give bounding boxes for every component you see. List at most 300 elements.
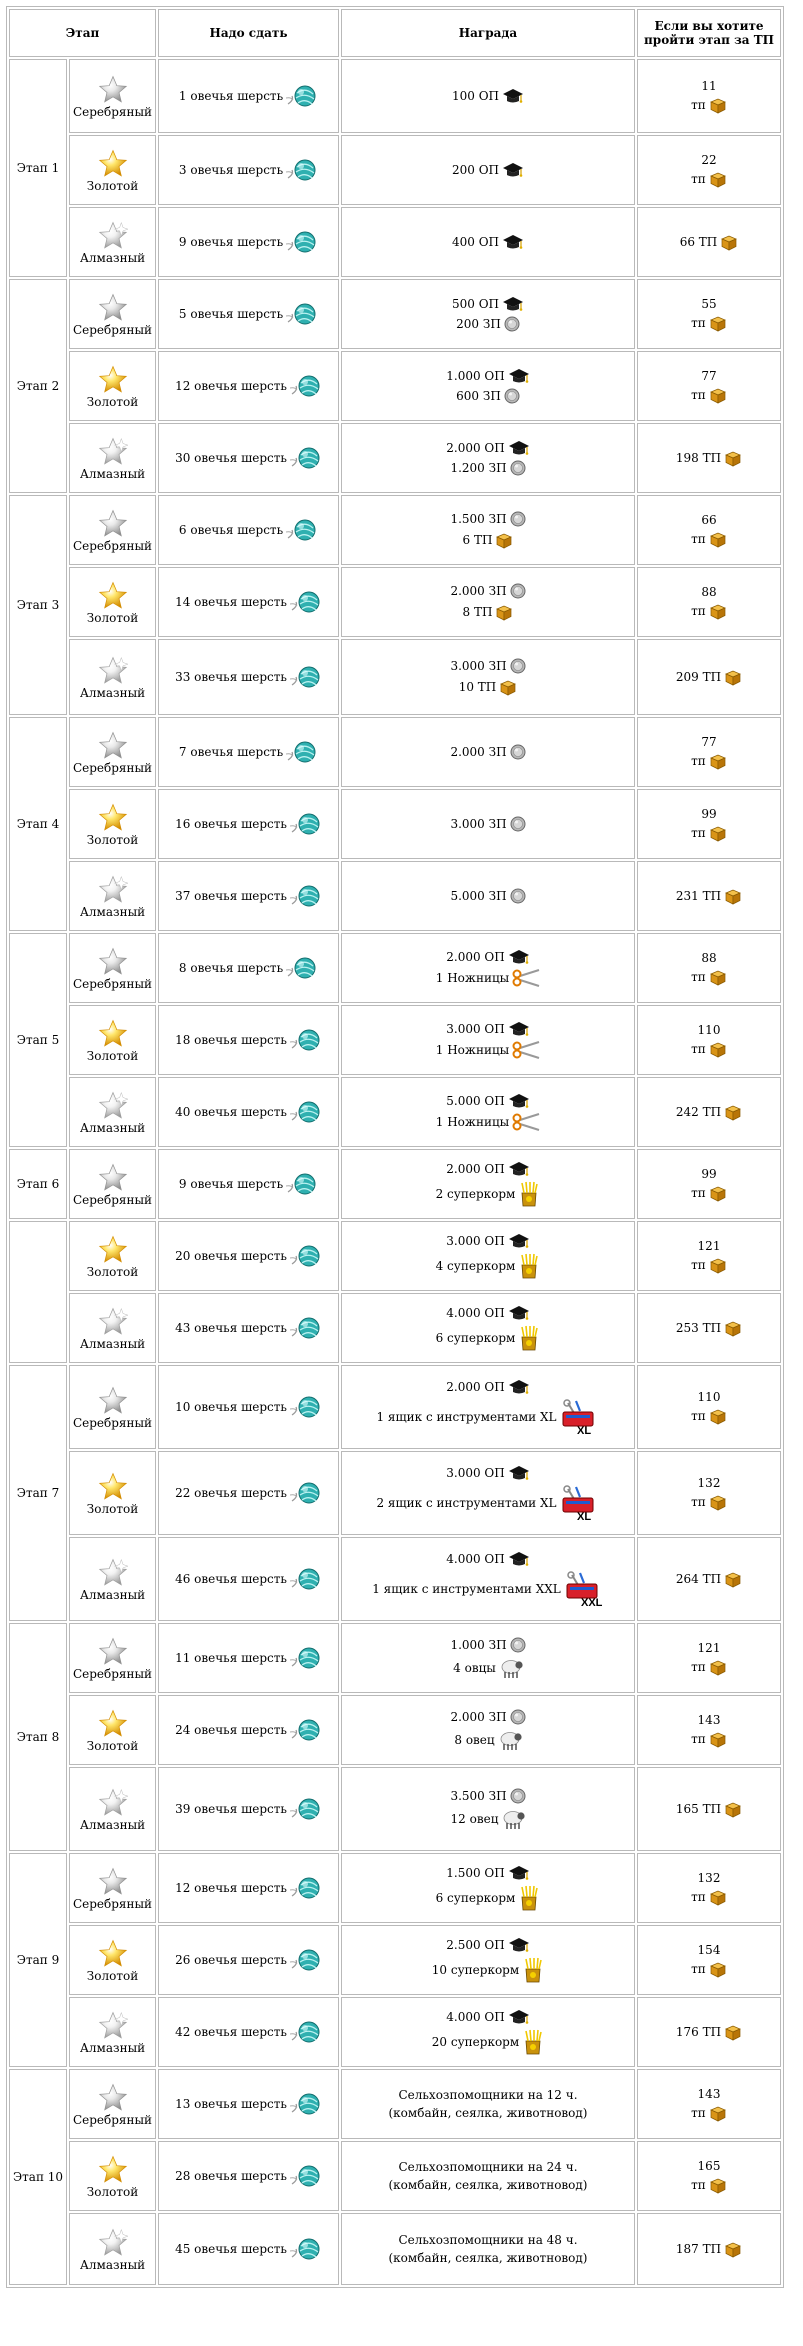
tp-value: 77 bbox=[701, 734, 717, 749]
requirement-cell bbox=[158, 933, 339, 1003]
diamond-star-icon bbox=[96, 1557, 130, 1587]
wool-icon bbox=[286, 518, 318, 542]
requirement-cell bbox=[158, 789, 339, 859]
tp-value: 209 ТП bbox=[675, 670, 722, 684]
cap-icon bbox=[502, 234, 524, 250]
requirement-cell bbox=[158, 1695, 339, 1765]
requirement-cell bbox=[158, 207, 339, 277]
reward-text: 8 ТП bbox=[462, 605, 493, 619]
requirement-text: 24 овечья шерсть bbox=[175, 1723, 287, 1737]
box-icon bbox=[709, 1256, 727, 1274]
tp-cost-cell bbox=[637, 1077, 781, 1147]
level-cell bbox=[69, 2069, 156, 2139]
cap-icon bbox=[502, 162, 524, 178]
tp-unit: тп bbox=[691, 1889, 706, 1904]
tp-value: 66 ТП bbox=[679, 235, 718, 249]
reward-text: 1 ящик с инструментами XL bbox=[376, 1410, 557, 1424]
tp-cost-cell bbox=[637, 1365, 781, 1449]
header-tp-cost: Если вы хотите пройти этап за ТП bbox=[637, 9, 781, 57]
wool-icon bbox=[290, 2020, 322, 2044]
reward-cell bbox=[341, 495, 635, 565]
tp-cost-cell bbox=[637, 933, 781, 1003]
wool-icon bbox=[286, 158, 318, 182]
level-cell bbox=[69, 567, 156, 637]
requirement-text: 9 овечья шерсть bbox=[178, 1177, 284, 1191]
level-label: Алмазный bbox=[79, 251, 146, 265]
reward-text: 5.000 ОП bbox=[446, 1094, 505, 1108]
reward-text: 200 ОП bbox=[451, 163, 500, 177]
table-row bbox=[9, 1623, 781, 1693]
box-icon bbox=[720, 233, 738, 251]
reward-text: 2.000 ОП bbox=[446, 1380, 505, 1394]
wool-icon bbox=[290, 2237, 322, 2261]
reward-text: 6 ТП bbox=[462, 533, 493, 547]
wool-icon bbox=[290, 1100, 322, 1124]
reward-text: 2.000 ОП bbox=[446, 1162, 505, 1176]
tp-unit: тп bbox=[691, 1041, 706, 1056]
level-cell bbox=[69, 1293, 156, 1363]
wool-icon bbox=[290, 446, 322, 470]
cap-icon bbox=[508, 1551, 530, 1567]
reward-cell bbox=[341, 1149, 635, 1219]
reward-cell bbox=[341, 1623, 635, 1693]
box-icon bbox=[709, 1960, 727, 1978]
reward-cell bbox=[341, 1077, 635, 1147]
tp-value: 187 ТП bbox=[675, 2242, 722, 2256]
reward-text: 2 суперкорм bbox=[435, 1187, 516, 1201]
diamond-star-icon bbox=[96, 436, 130, 466]
tp-value: 143 bbox=[697, 1712, 721, 1727]
tp-cost-cell bbox=[637, 1005, 781, 1075]
requirement-text: 37 овечья шерсть bbox=[175, 889, 287, 903]
level-cell bbox=[69, 639, 156, 715]
level-label: Золотой bbox=[86, 2185, 139, 2199]
wool-icon bbox=[290, 884, 322, 908]
reward-cell bbox=[341, 423, 635, 493]
gold-star-icon bbox=[96, 148, 130, 178]
requirement-text: 39 овечья шерсть bbox=[175, 1802, 287, 1816]
level-cell bbox=[69, 207, 156, 277]
box-icon bbox=[495, 603, 513, 621]
tp-cost-cell bbox=[637, 1695, 781, 1765]
coin-icon bbox=[504, 316, 520, 332]
reward-text: (комбайн, сеялка, животновод) bbox=[388, 2251, 588, 2265]
requirement-cell bbox=[158, 1149, 339, 1219]
gold-star-icon bbox=[96, 1018, 130, 1048]
level-cell bbox=[69, 1221, 156, 1291]
level-label: Золотой bbox=[86, 395, 139, 409]
reward-text: 4.000 ОП bbox=[446, 1552, 505, 1566]
level-label: Серебряный bbox=[72, 323, 153, 337]
table-row bbox=[9, 2213, 781, 2285]
silver-star-icon bbox=[96, 292, 130, 322]
level-label: Серебряный bbox=[72, 1897, 153, 1911]
wool-icon bbox=[290, 665, 322, 689]
silver-star-icon bbox=[96, 730, 130, 760]
tp-cost-cell bbox=[637, 2141, 781, 2211]
level-label: Алмазный bbox=[79, 1121, 146, 1135]
wool-icon bbox=[290, 2164, 322, 2188]
reward-text: 100 ОП bbox=[451, 89, 500, 103]
wool-icon bbox=[290, 1395, 322, 1419]
requirement-cell bbox=[158, 2213, 339, 2285]
requirement-cell bbox=[158, 1365, 339, 1449]
requirement-text: 6 овечья шерсть bbox=[178, 523, 284, 537]
requirement-text: 5 овечья шерсть bbox=[178, 307, 284, 321]
reward-text: 600 ЗП bbox=[456, 389, 501, 403]
tp-unit: тп bbox=[691, 2177, 706, 2192]
tp-value: 110 bbox=[697, 1389, 721, 1404]
table-row bbox=[9, 1853, 781, 1923]
silver-star-icon bbox=[96, 1385, 130, 1415]
diamond-star-icon bbox=[96, 874, 130, 904]
requirement-text: 10 овечья шерсть bbox=[175, 1400, 287, 1414]
level-cell bbox=[69, 1537, 156, 1621]
reward-text: 3.000 ОП bbox=[446, 1234, 505, 1248]
reward-text: 8 овец bbox=[454, 1733, 495, 1747]
wool-icon bbox=[286, 84, 318, 108]
feed-icon bbox=[522, 1957, 544, 1983]
table-row bbox=[9, 279, 781, 349]
wool-icon bbox=[290, 1718, 322, 1742]
box-icon bbox=[724, 449, 742, 467]
tp-cost-cell bbox=[637, 423, 781, 493]
toolbox-xl-icon bbox=[560, 1399, 600, 1435]
level-label: Серебряный bbox=[72, 2113, 153, 2127]
header-stage: Этап bbox=[9, 9, 156, 57]
reward-cell bbox=[341, 59, 635, 133]
requirement-cell bbox=[158, 59, 339, 133]
header-required: Надо сдать bbox=[158, 9, 339, 57]
tp-value: 231 ТП bbox=[675, 889, 722, 903]
requirement-cell bbox=[158, 279, 339, 349]
box-icon bbox=[724, 1319, 742, 1337]
level-cell bbox=[69, 861, 156, 931]
requirement-cell bbox=[158, 1537, 339, 1621]
tp-unit: тп bbox=[691, 97, 706, 112]
gold-star-icon bbox=[96, 1708, 130, 1738]
wool-icon bbox=[290, 1646, 322, 1670]
requirement-text: 43 овечья шерсть bbox=[175, 1321, 287, 1335]
level-label: Алмазный bbox=[79, 905, 146, 919]
gold-star-icon bbox=[96, 1471, 130, 1501]
reward-cell bbox=[341, 933, 635, 1003]
box-icon bbox=[709, 386, 727, 404]
reward-cell bbox=[341, 1853, 635, 1923]
reward-cell bbox=[341, 1925, 635, 1995]
tp-value: 11 bbox=[701, 78, 717, 93]
stage-label: Этап 8 bbox=[9, 1623, 67, 1851]
table-row bbox=[9, 2141, 781, 2211]
stage-label: Этап 9 bbox=[9, 1853, 67, 2067]
box-icon bbox=[709, 2176, 727, 2194]
tp-cost-cell bbox=[637, 2213, 781, 2285]
box-icon bbox=[709, 96, 727, 114]
box-icon bbox=[709, 602, 727, 620]
wool-icon bbox=[290, 2092, 322, 2116]
tp-unit: тп bbox=[691, 1731, 706, 1746]
tp-unit: тп bbox=[691, 1185, 706, 1200]
reward-text: 3.000 ЗП bbox=[450, 659, 507, 673]
table-row bbox=[9, 567, 781, 637]
wool-icon bbox=[290, 1028, 322, 1052]
reward-text: 1 Ножницы bbox=[435, 1043, 510, 1057]
cap-icon bbox=[508, 1379, 530, 1395]
requirement-cell bbox=[158, 495, 339, 565]
tp-value: 88 bbox=[701, 584, 717, 599]
requirement-text: 26 овечья шерсть bbox=[175, 1953, 287, 1967]
requirement-text: 11 овечья шерсть bbox=[175, 1651, 287, 1665]
tp-value: 121 bbox=[697, 1640, 721, 1655]
requirement-text: 12 овечья шерсть bbox=[175, 379, 287, 393]
coin-icon bbox=[510, 888, 526, 904]
wool-icon bbox=[290, 374, 322, 398]
reward-text: 3.500 ЗП bbox=[450, 1789, 507, 1803]
table-row bbox=[9, 1293, 781, 1363]
gold-star-icon bbox=[96, 802, 130, 832]
tp-unit: тп bbox=[691, 603, 706, 618]
box-icon bbox=[709, 530, 727, 548]
table-row bbox=[9, 1451, 781, 1535]
tp-cost-cell bbox=[637, 1853, 781, 1923]
level-label: Золотой bbox=[86, 1265, 139, 1279]
requirement-cell bbox=[158, 1293, 339, 1363]
level-cell bbox=[69, 1853, 156, 1923]
silver-star-icon bbox=[96, 508, 130, 538]
wool-icon bbox=[290, 1316, 322, 1340]
requirement-cell bbox=[158, 861, 339, 931]
requirement-text: 7 овечья шерсть bbox=[178, 745, 284, 759]
tp-unit: тп bbox=[691, 1257, 706, 1272]
gold-star-icon bbox=[96, 1938, 130, 1968]
tp-value: 55 bbox=[701, 296, 717, 311]
wool-icon bbox=[286, 956, 318, 980]
requirement-text: 13 овечья шерсть bbox=[175, 2097, 287, 2111]
header-reward: Награда bbox=[341, 9, 635, 57]
table-row bbox=[9, 1149, 781, 1219]
box-icon bbox=[709, 1658, 727, 1676]
reward-cell bbox=[341, 1997, 635, 2067]
box-icon bbox=[709, 1888, 727, 1906]
wool-icon bbox=[290, 1876, 322, 1900]
box-icon bbox=[709, 968, 727, 986]
tp-cost-cell bbox=[637, 567, 781, 637]
tp-value: 77 bbox=[701, 368, 717, 383]
tp-cost-cell bbox=[637, 495, 781, 565]
feed-icon bbox=[518, 1253, 540, 1279]
level-cell bbox=[69, 1623, 156, 1693]
box-icon bbox=[499, 678, 517, 696]
cap-icon bbox=[502, 88, 524, 104]
wool-icon bbox=[290, 590, 322, 614]
tp-cost-cell bbox=[637, 207, 781, 277]
reward-text: 3.000 ЗП bbox=[450, 817, 507, 831]
tp-cost-cell bbox=[637, 1623, 781, 1693]
diamond-star-icon bbox=[96, 2010, 130, 2040]
feed-icon bbox=[518, 1181, 540, 1207]
tp-cost-cell bbox=[637, 1997, 781, 2067]
level-cell bbox=[69, 933, 156, 1003]
coin-icon bbox=[510, 1788, 526, 1804]
requirement-cell bbox=[158, 135, 339, 205]
level-cell bbox=[69, 1149, 156, 1219]
coin-icon bbox=[510, 583, 526, 599]
level-cell bbox=[69, 423, 156, 493]
level-cell bbox=[69, 717, 156, 787]
requirement-text: 40 овечья шерсть bbox=[175, 1105, 287, 1119]
table-row bbox=[9, 351, 781, 421]
tp-unit: тп bbox=[691, 315, 706, 330]
requirement-cell bbox=[158, 2069, 339, 2139]
level-label: Золотой bbox=[86, 833, 139, 847]
level-label: Золотой bbox=[86, 1739, 139, 1753]
tp-unit: тп bbox=[691, 171, 706, 186]
reward-cell bbox=[341, 1221, 635, 1291]
box-icon bbox=[709, 1493, 727, 1511]
tp-cost-cell bbox=[637, 1767, 781, 1851]
cap-icon bbox=[508, 1305, 530, 1321]
cap-icon bbox=[508, 949, 530, 965]
requirement-text: 20 овечья шерсть bbox=[175, 1249, 287, 1263]
stage-label: Этап 7 bbox=[9, 1365, 67, 1621]
stage-label: Этап 10 bbox=[9, 2069, 67, 2285]
requirement-cell bbox=[158, 1451, 339, 1535]
requirement-cell bbox=[158, 1925, 339, 1995]
stage-label: Этап 2 bbox=[9, 279, 67, 493]
level-label: Золотой bbox=[86, 1049, 139, 1063]
svg-text:XXL: XXL bbox=[580, 1597, 603, 1607]
silver-star-icon bbox=[96, 1866, 130, 1896]
cap-icon bbox=[508, 368, 530, 384]
requirement-text: 9 овечья шерсть bbox=[178, 235, 284, 249]
reward-text: 2.000 ЗП bbox=[450, 745, 507, 759]
tp-value: 176 ТП bbox=[675, 2025, 722, 2039]
tp-unit: тп bbox=[691, 1408, 706, 1423]
reward-cell bbox=[341, 567, 635, 637]
tp-cost-cell bbox=[637, 1293, 781, 1363]
level-label: Серебряный bbox=[72, 105, 153, 119]
requirement-cell bbox=[158, 2141, 339, 2211]
coin-icon bbox=[510, 511, 526, 527]
reward-text: 20 суперкорм bbox=[431, 2035, 520, 2049]
box-icon bbox=[724, 2023, 742, 2041]
level-label: Серебряный bbox=[72, 1667, 153, 1681]
gold-star-icon bbox=[96, 364, 130, 394]
tp-unit: тп bbox=[691, 969, 706, 984]
reward-cell bbox=[341, 1695, 635, 1765]
reward-text: 4.000 ОП bbox=[446, 2010, 505, 2024]
reward-cell bbox=[341, 279, 635, 349]
box-icon bbox=[724, 2240, 742, 2258]
tp-unit: тп bbox=[691, 531, 706, 546]
tp-value: 132 bbox=[697, 1475, 721, 1490]
cap-icon bbox=[508, 1865, 530, 1881]
reward-text: Сельхозпомощники на 24 ч. bbox=[398, 2160, 578, 2174]
reward-text: 500 ОП bbox=[451, 297, 500, 311]
requirement-text: 1 овечья шерсть bbox=[178, 89, 284, 103]
table-row bbox=[9, 1365, 781, 1449]
level-label: Золотой bbox=[86, 1502, 139, 1516]
sheep-icon bbox=[498, 1729, 522, 1751]
tp-unit: тп bbox=[691, 753, 706, 768]
reward-cell bbox=[341, 789, 635, 859]
requirement-text: 33 овечья шерсть bbox=[175, 670, 287, 684]
tp-value: 99 bbox=[701, 1166, 717, 1181]
reward-cell bbox=[341, 207, 635, 277]
tp-value: 253 ТП bbox=[675, 1321, 722, 1335]
tp-cost-cell bbox=[637, 279, 781, 349]
table-row bbox=[9, 207, 781, 277]
reward-text: 4.000 ОП bbox=[446, 1306, 505, 1320]
diamond-star-icon bbox=[96, 655, 130, 685]
box-icon bbox=[709, 1730, 727, 1748]
cap-icon bbox=[508, 1161, 530, 1177]
requirement-cell bbox=[158, 717, 339, 787]
reward-text: 1 Ножницы bbox=[435, 971, 510, 985]
coin-icon bbox=[510, 816, 526, 832]
toolbox-xl-icon bbox=[560, 1485, 600, 1521]
table-row bbox=[9, 59, 781, 133]
reward-text: 2.000 ЗП bbox=[450, 584, 507, 598]
reward-text: 1.500 ОП bbox=[446, 1866, 505, 1880]
box-icon bbox=[709, 1040, 727, 1058]
header-row bbox=[9, 9, 781, 57]
cap-icon bbox=[508, 1937, 530, 1953]
tp-value: 132 bbox=[697, 1870, 721, 1885]
requirement-text: 45 овечья шерсть bbox=[175, 2242, 287, 2256]
reward-cell bbox=[341, 1293, 635, 1363]
tp-cost-cell bbox=[637, 351, 781, 421]
cap-icon bbox=[502, 296, 524, 312]
coin-icon bbox=[510, 1637, 526, 1653]
tp-cost-cell bbox=[637, 1925, 781, 1995]
feed-icon bbox=[518, 1885, 540, 1911]
requirement-cell bbox=[158, 1767, 339, 1851]
diamond-star-icon bbox=[96, 1787, 130, 1817]
reward-text: 3.000 ОП bbox=[446, 1022, 505, 1036]
level-cell bbox=[69, 1925, 156, 1995]
reward-text: 2.000 ОП bbox=[446, 441, 505, 455]
coin-icon bbox=[504, 388, 520, 404]
tp-value: 110 bbox=[697, 1022, 721, 1037]
tp-cost-cell bbox=[637, 1537, 781, 1621]
box-icon bbox=[724, 887, 742, 905]
stage-label: Этап 5 bbox=[9, 933, 67, 1147]
stage-label: Этап 1 bbox=[9, 59, 67, 277]
table-row bbox=[9, 1221, 781, 1291]
table-row bbox=[9, 933, 781, 1003]
diamond-star-icon bbox=[96, 1090, 130, 1120]
requirement-cell bbox=[158, 567, 339, 637]
level-cell bbox=[69, 789, 156, 859]
silver-star-icon bbox=[96, 946, 130, 976]
requirement-cell bbox=[158, 1005, 339, 1075]
box-icon bbox=[724, 668, 742, 686]
stage-label: Этап 3 bbox=[9, 495, 67, 715]
tp-value: 66 bbox=[701, 512, 717, 527]
level-label: Серебряный bbox=[72, 761, 153, 775]
reward-text: 10 суперкорм bbox=[431, 1963, 520, 1977]
table-row bbox=[9, 1767, 781, 1851]
requirement-text: 12 овечья шерсть bbox=[175, 1881, 287, 1895]
requirement-cell bbox=[158, 1077, 339, 1147]
reward-text: 2 ящик с инструментами XL bbox=[376, 1496, 557, 1510]
level-label: Серебряный bbox=[72, 539, 153, 553]
cap-icon bbox=[508, 1465, 530, 1481]
tp-cost-cell bbox=[637, 1221, 781, 1291]
level-cell bbox=[69, 1451, 156, 1535]
gold-star-icon bbox=[96, 2154, 130, 2184]
